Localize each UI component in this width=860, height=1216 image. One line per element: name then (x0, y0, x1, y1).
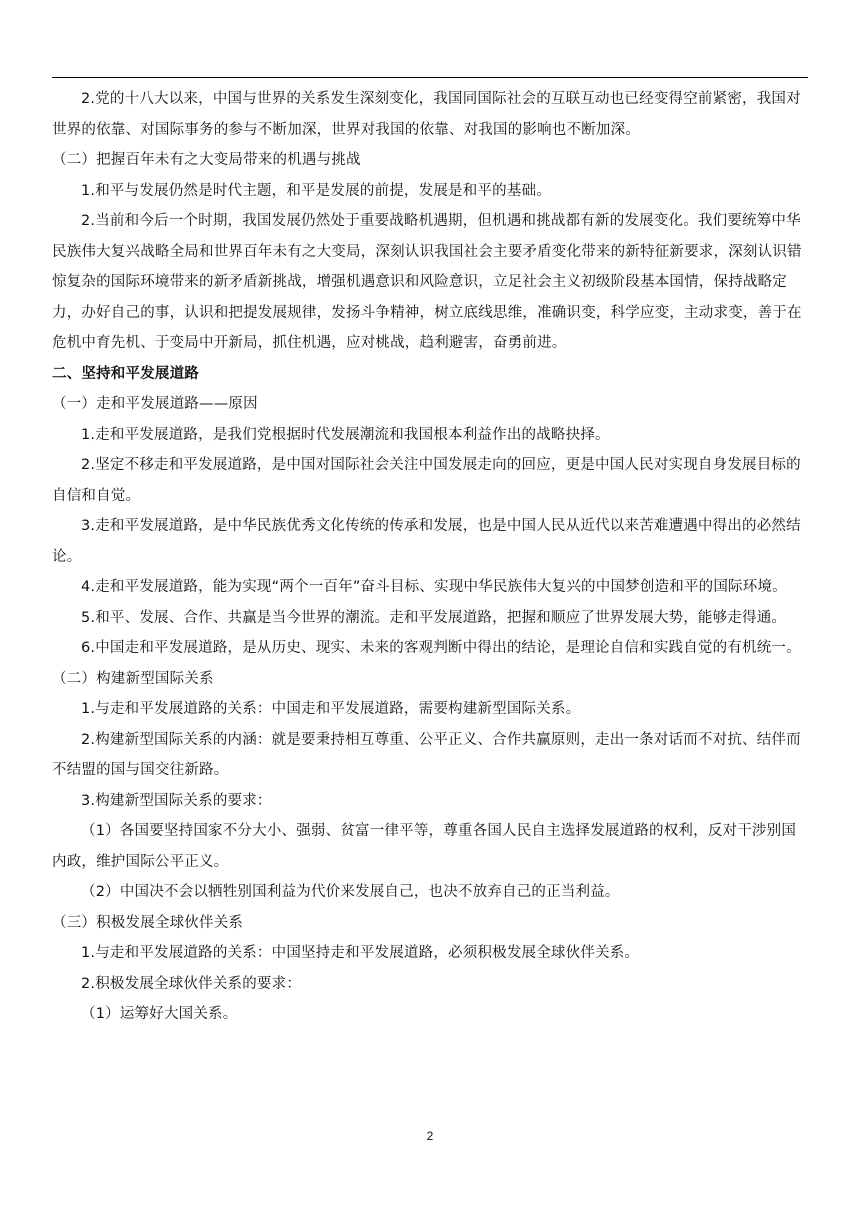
subheading: （二）构建新型国际关系 (52, 670, 214, 687)
section-heading: 二、坚持和平发展道路 (52, 365, 199, 382)
paragraph: 1.与走和平发展道路的关系：中国坚持走和平发展道路，必须积极发展全球伙伴关系。 (81, 945, 640, 961)
paragraph: 3.走和平发展道路，是中华民族优秀文化传统的传承和发展，也是中国人民从近代以来苦难遭遇中得出的必然结论。 (52, 518, 801, 565)
paragraph: 1.和平与发展仍然是时代主题，和平是发展的前提，发展是和平的基础。 (81, 182, 551, 199)
page-number: 2 (426, 1129, 434, 1143)
paragraph: 3.构建新型国际关系的要求： (81, 792, 272, 809)
paragraph: 1.走和平发展道路，是我们党根据时代发展潮流和我国根本利益作出的战略抉择。 (81, 426, 610, 443)
subheading: （三）积极发展全球伙伴关系 (52, 914, 244, 931)
paragraph: 2.构建新型国际关系的内涵：就是要秉持相互尊重、公平正义、合作共赢原则，走出一条对话而不对抗、结伴而不结盟的国与国交往新路。 (52, 731, 801, 778)
paragraph: 2.当前和今后一个时期，我国发展仍然处于重要战略机遇期，但机遇和挑战都有新的发展变化。我们要统筹中华民族伟大复兴战略全局和世界百年未有之大变局，深刻认识我国社会主要矛盾变化带来的新特征新要求，深刻认识错惊复杂的国际环境带来的新矛盾新挑战，增强机遇意识和风险意识，立足社会主义初级阶段基本国情，保持战略定力，办好自己的事，认识和把提发展规律，发扬斗争精神，树立底线思维，准确识变，科学应变，主动求变，善于在危机中育先机、于变局中开新局，抓住机遇，应对桃战，趋利避害，奋勇前进。 (52, 213, 802, 351)
paragraph: 2.积极发展全球伙伴关系的要求： (81, 975, 302, 992)
paragraph: 5.和平、发展、合作、共赢是当今世界的潮流。走和平发展道路，把握和顺应了世界发展大势，能够走得通。 (81, 609, 787, 626)
paragraph: 1.与走和平发展道路的关系：中国走和平发展道路，需要构建新型国际关系。 (81, 701, 581, 717)
paragraph: 2.坚定不移走和平发展道路，是中国对国际社会关注中国发展走向的回应，更是中国人民对实现自身发展目标的自信和自觉。 (52, 457, 801, 504)
list-item: （2）中国决不会以牺牲别国利益为代价来发展自己，也决不放弃自己的正当利益。 (81, 884, 620, 900)
paragraph: 2.党的十八大以来，中国与世界的关系发生深刻变化，我国同国际社会的互联互动也已经变得空前紧密，我国对世界的依靠、对国际事务的参与不断加深，世界对我国的依靠、对我国的影响也不断加深。 (52, 91, 801, 138)
header-rule (52, 77, 808, 78)
paragraph: 4.走和平发展道路，能为实现“两个一百年”奋斗目标、实现中华民族伟大复兴的中国梦创造和平的国际环境。 (81, 579, 787, 595)
document-body (52, 84, 808, 1030)
list-item: （1）运筹好大国关系。 (81, 1006, 238, 1022)
subheading: （一）走和平发展道路——原因 (52, 396, 258, 412)
paragraph: 6.中国走和平发展道路，是从历史、现实、未来的客观判断中得出的结论，是理论自信和实践自觉的有机统一。 (81, 640, 801, 656)
list-item: （1）各国要坚持国家不分大小、强弱、贫富一律平等，尊重各国人民自主选择发展道路的权利，反对干涉别国内政，维护国际公平正义。 (52, 823, 797, 870)
subheading: （二）把握百年未有之大变局带来的机遇与挑战 (52, 152, 361, 168)
